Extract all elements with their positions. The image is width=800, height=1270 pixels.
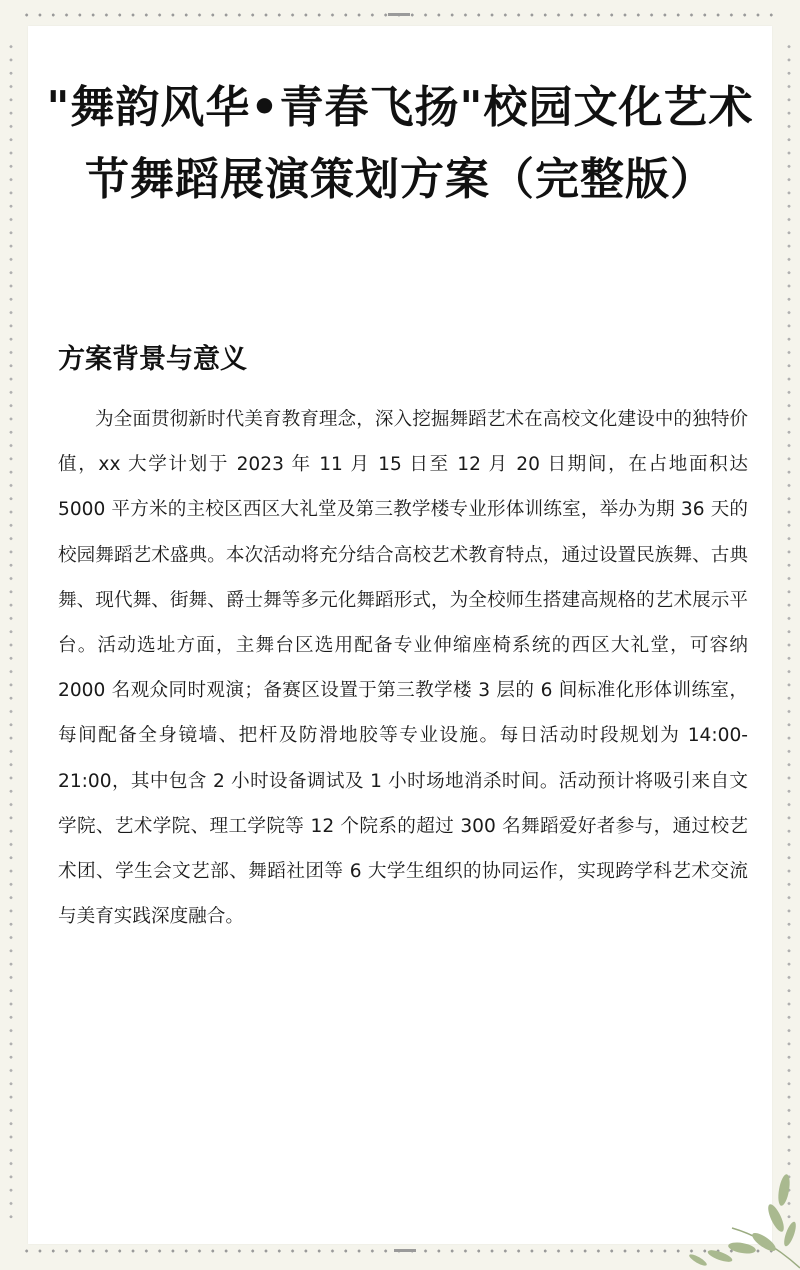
bottom-dash-mark xyxy=(394,1249,416,1252)
leaf-branch-icon xyxy=(672,1168,800,1270)
leaf-5 xyxy=(706,1248,733,1264)
leaf-4 xyxy=(727,1241,756,1256)
leaf-1 xyxy=(776,1173,791,1206)
leaf-7 xyxy=(688,1252,708,1267)
section-heading: 方案背景与意义 xyxy=(58,344,247,375)
document-title: "舞韵风华•青春飞扬"校园文化艺术节舞蹈展演策划方案（完整版） xyxy=(46,82,754,205)
leaf-6 xyxy=(782,1220,798,1247)
top-dash-mark xyxy=(388,13,410,16)
body-paragraph: 为全面贯彻新时代美育教育理念，深入挖掘舞蹈艺术在高校文化建设中的独特价值，xx 大学计划于 2023 年 11 月 15 日至 12 月 20 日期间，在占地面积达 5000 平方米的主校区西区大礼堂及第三教学楼专业形体训练室，举办为期 36 天的校园舞蹈艺术盛典。本次活动将充分结合高校艺术教育特点，通过设置民族舞、古典舞、现代舞、街舞、爵士舞等多元化舞蹈形式，为全校师生搭建高规格的艺术展示平台。活动选址方面，主舞台区选用配备专业伸缩座椅系统的西区大礼堂，可容纳 2000 名观众同时观演；备赛区设置于第三教学楼 3 层的 6 间标准化形体训练室，每间配备全身镜墙、把杆及防滑地胶等专业设施。每日活动时段规划为 14:00-21:00，其中包含 2 小时设备调试及 1 小时场地消杀时间。活动预计将吸引来自文学院、艺术学院、理工学院等 12 个院系的超过 300 名舞蹈爱好者参与，通过校艺术团、学生会文艺部、舞蹈社团等 6 大学生组织的协同运作，实现跨学科艺术交流与美育实践深度融合。 xyxy=(58,409,748,928)
left-dotted-border xyxy=(8,40,14,1220)
right-dotted-border xyxy=(786,40,792,1220)
leaf-2 xyxy=(765,1202,787,1233)
